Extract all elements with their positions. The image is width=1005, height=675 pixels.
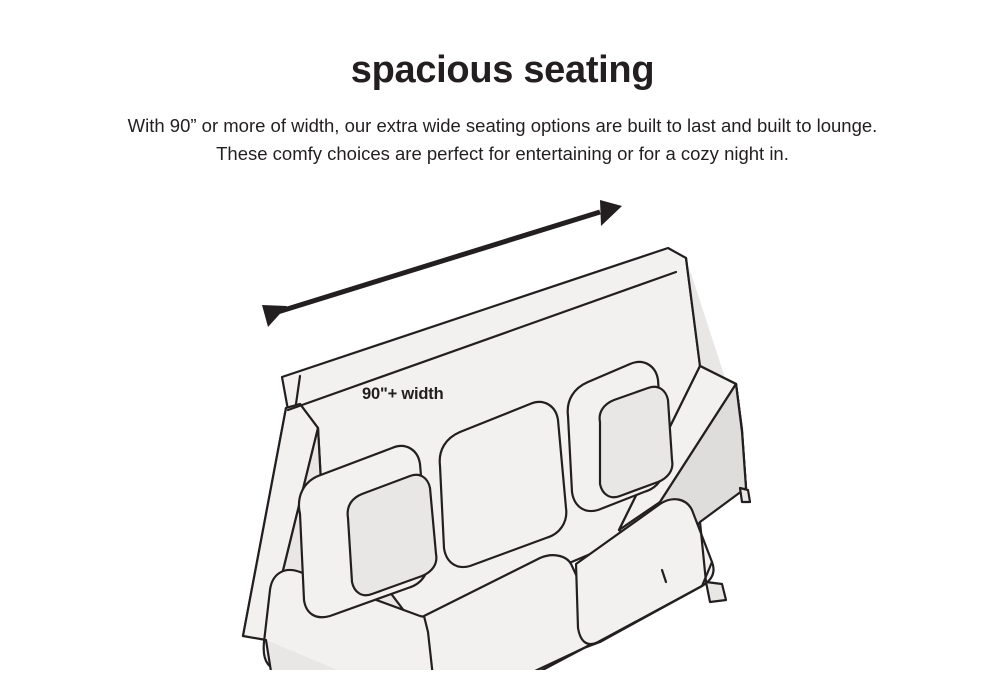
sofa-illustration: [0, 170, 1005, 670]
subtitle-line-1: With 90” or more of width, our extra wide seating options are built to last and built to lounge.: [127, 115, 878, 136]
subtitle-line-2: These comfy choices are perfect for entertaining or for a cozy night in.: [216, 142, 789, 164]
sofa-line-drawing-svg: [0, 170, 1005, 670]
sofa-body: [243, 248, 750, 670]
page-title: spacious seating: [350, 49, 655, 91]
width-dimension-label: 90"+ width: [362, 385, 444, 403]
subtitle-block: [0, 112, 1005, 168]
